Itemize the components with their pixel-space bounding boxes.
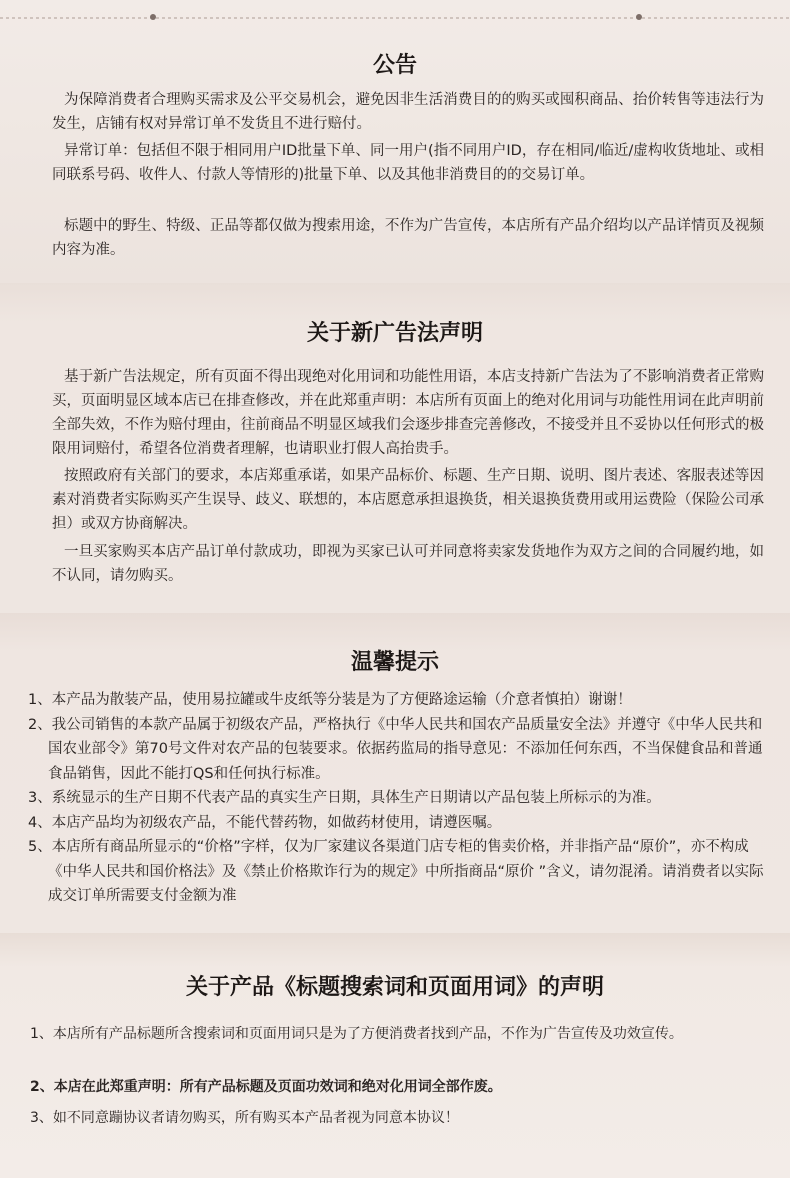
tip-item: 4、本店产品均为初级农产品，不能代替药物，如做药材使用，请遵医嘱。 [28,814,502,831]
keywords-title: 关于产品《标题搜索词和页面用词》的声明 [185,975,604,1000]
tips-title: 温馨提示 [350,650,439,675]
keywords-item: 2、本店在此郑重声明：所有产品标题及页面功效词和绝对化用词全部作废。 [30,1079,502,1095]
keywords-item: 1、本店所有产品标题所含搜索词和页面用词只是为了方便消费者找到产品，不作为广告宣传及功效宣传。 [30,1026,683,1042]
ad-law-paragraph-1: 基于新广告法规定，所有页面不得出现绝对化用词和功能性用语，本店支持新广告法为了不影响消费者正常购买，页面明显区域本店已在排查修改，并在此郑重声明：本店所有页面上的绝对化用词与功能性用词在此声明前全部失效，不作为赔付理由，往前商品不明显区域我们会逐步排查完善修改，不接受并且不妥协以任何形式的极限用词赔付，希望各位消费者理解，也请职业打假人高抬贵手。 [52,369,764,457]
notice-paragraph-2: 异常订单：包括但不限于相同用户ID批量下单、同一用户(指不同用户ID，存在相同/临近/虚构收货地址、或相同联系号码、收件人、付款人等情形的)批量下单、以及其他非消费目的的交易订单。 [52,143,764,183]
tip-item: 1、本产品为散装产品，使用易拉罐或牛皮纸等分装是为了方便路途运输（介意者慎拍）谢谢！ [28,692,632,708]
notice-paragraph-3: 标题中的野生、特级、正品等都仅做为搜索用途，不作为广告宣传，本店所有产品介绍均以产品详情页及视频内容为准。 [52,218,764,258]
tips-list [28,688,768,909]
notice-title: 公告 [372,53,417,78]
decor-dot [150,14,156,20]
ad-law-title: 关于新广告法声明 [306,321,483,346]
notice-paragraph-1: 为保障消费者合理购买需求及公平交易机会，避免因非生活消费目的的购买或囤积商品、抬价转售等违法行为发生，店铺有权对异常订单不发货且不进行赔付。 [52,92,764,132]
ad-law-paragraph-2: 按照政府有关部门的要求，本店郑重承诺，如果产品标价、标题、生产日期、说明、图片表述、客服表述等因素对消费者实际购买产生误导、歧义、联想的，本店愿意承担退换货，相关退换货费用或用运费险（保险公司承担）或双方协商解决。 [52,468,764,532]
decor-dot [636,14,642,20]
tip-item: 5、本店所有商品所显示的“价格”字样，仅为厂家建议各渠道门店专柜的售卖价格，并非指产品“原价”，亦不构成《中华人民共和国价格法》及《禁止价格欺诈行为的规定》中所指商品“原价 ”含义，请勿混淆。请消费者以实际成交订单所需要支付金额为准 [28,839,764,904]
ad-law-paragraph-3: 一旦买家购买本店产品订单付款成功，即视为买家已认可并同意将卖家发货地作为双方之间的合同履约地，如不认同，请勿购买。 [52,544,764,584]
tip-item: 3、系统显示的生产日期不代表产品的真实生产日期，具体生产日期请以产品包装上所标示的为准。 [28,790,661,806]
tip-item: 2、我公司销售的本款产品属于初级农产品，严格执行《中华人民共和国农产品质量安全法》并遵守《中华人民共和国农业部令》第70号文件对农产品的包装要求。依据药监局的指导意见：不添加任何东西，不当保健食品和普通食品销售，因此不能打QS和任何执行标准。 [28,716,763,782]
keywords-item: 3、如不同意蹦协议者请勿购买，所有购买本产品者视为同意本协议！ [30,1110,459,1126]
dotted-divider [0,17,790,19]
